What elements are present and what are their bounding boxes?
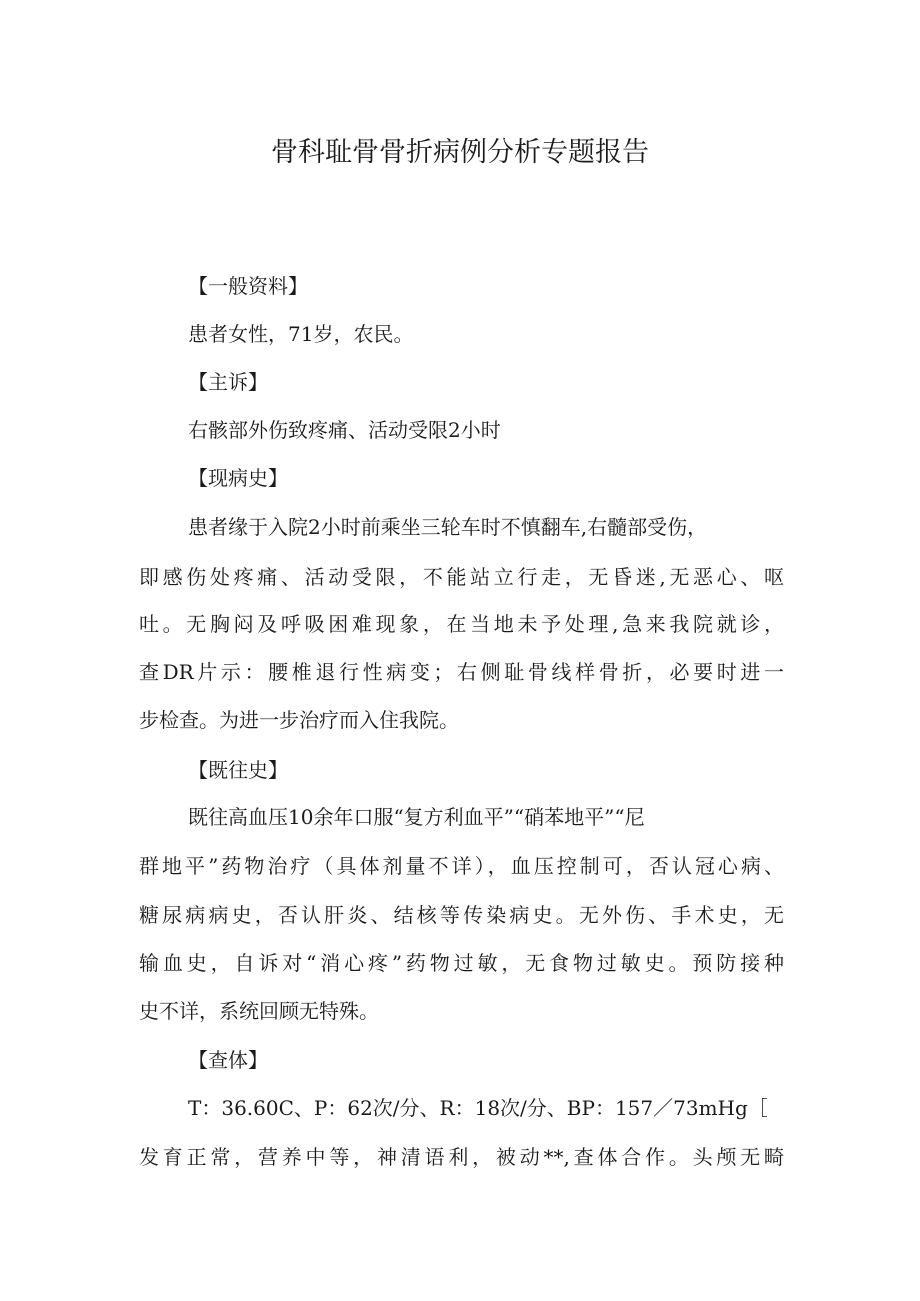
section-heading-exam: 【查体】 xyxy=(188,1048,268,1072)
section-heading-present-history: 【现病史】 xyxy=(188,466,288,490)
present-history-line-4: 查DR片示：腰椎退行性病变；右侧耻骨线样骨折，必要时进一 xyxy=(139,660,784,684)
present-history-line-1: 患者缘于入院2小时前乘坐三轮车时不慎翻车,右髓部受伤， xyxy=(188,515,708,539)
past-history-line-3: 糖尿病病史，否认肝炎、结核等传染病史。无外伤、手术史，无 xyxy=(139,903,784,927)
complaint-line-1: 右骸部外伤致疼痛、活动受限2小时 xyxy=(188,418,501,442)
present-history-line-2: 即感伤处疼痛、活动受限，不能站立行走，无昏迷,无恶心、呕 xyxy=(139,565,784,589)
document-title: 骨科耻骨骨折病例分析专题报告 xyxy=(271,137,649,168)
present-history-line-5: 步检查。为进一步治疗而入住我院。 xyxy=(139,708,459,732)
exam-line-1: T：36.60C、P：62次/分、R：18次/分、BP：157／73mHg［ xyxy=(188,1096,768,1120)
present-history-line-3: 吐。无胸闷及呼吸困难现象，在当地未予处理,急来我院就诊， xyxy=(139,612,784,636)
past-history-line-1: 既往高血压10余年口服“复方利血平”“硝苯地平”“尼 xyxy=(188,805,645,829)
past-history-line-2: 群地平”药物治疗（具体剂量不详），血压控制可，否认冠心病、 xyxy=(139,854,784,878)
section-heading-general: 【一般资料】 xyxy=(188,274,308,298)
section-heading-complaint: 【主诉】 xyxy=(188,370,268,394)
exam-line-2: 发育正常，营养中等，神清语利，被动**,查体合作。头颅无畸 xyxy=(139,1145,784,1169)
past-history-line-4: 输血史，自诉对“消心疼”药物过敏，无食物过敏史。预防接种 xyxy=(139,951,784,975)
general-line-1: 患者女性，71岁，农民。 xyxy=(188,322,414,346)
past-history-line-5: 史不详，系统回顾无特殊。 xyxy=(139,999,379,1023)
section-heading-past-history: 【既往史】 xyxy=(188,758,288,782)
